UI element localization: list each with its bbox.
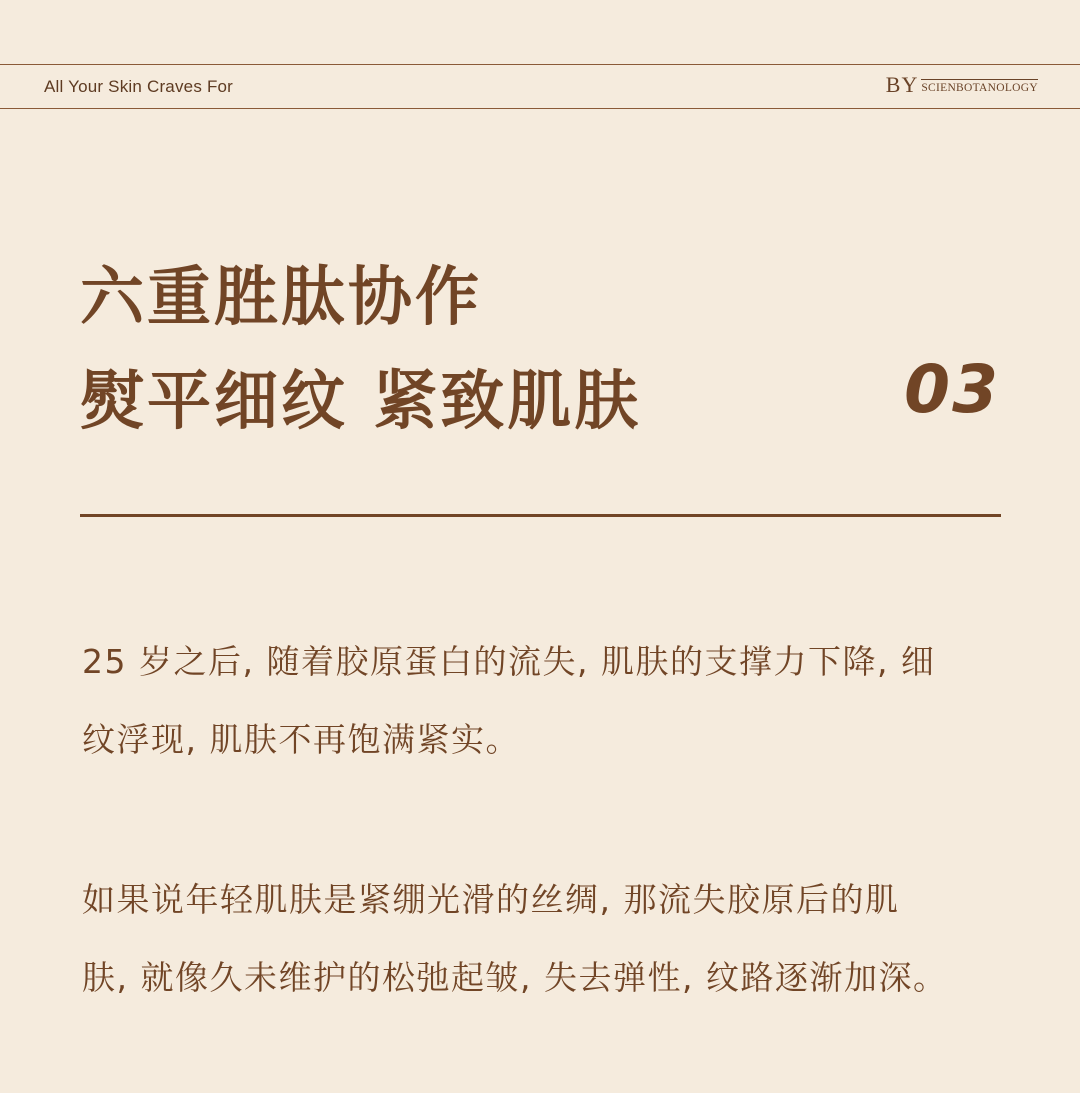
brand-logo — [886, 74, 1038, 96]
paragraph-1-line-1: 25 岁之后, 随着胶原蛋白的流失, 肌肤的支撑力下降, 细 — [82, 642, 936, 681]
paragraph-2-line-1: 如果说年轻肌肤是紧绷光滑的丝绸, 那流失胶原后的肌 — [82, 880, 900, 919]
brand-by: BY — [885, 72, 919, 97]
body-paragraph-1 — [82, 623, 1002, 779]
paragraph-2-line-2: 肤, 就像久未维护的松弛起皱, 失去弹性, 纹路逐渐加深。 — [82, 958, 948, 997]
title-line-2: 熨平细纹 紧致肌肤 — [80, 365, 642, 439]
section-number: 03 — [904, 351, 1000, 428]
header-tagline: All Your Skin Craves For — [44, 77, 234, 96]
page-title — [80, 246, 641, 454]
header-bottom-rule — [0, 108, 1080, 109]
paragraph-1-line-2: 纹浮现, 肌肤不再饱满紧实。 — [82, 720, 520, 759]
brand-name: SCIENBOTANOLOGY — [921, 79, 1038, 94]
title-line-1: 六重胜肽协作 — [80, 261, 482, 335]
body-paragraph-2 — [82, 861, 1002, 1017]
header-top-rule — [0, 64, 1080, 65]
title-divider — [80, 514, 1001, 517]
